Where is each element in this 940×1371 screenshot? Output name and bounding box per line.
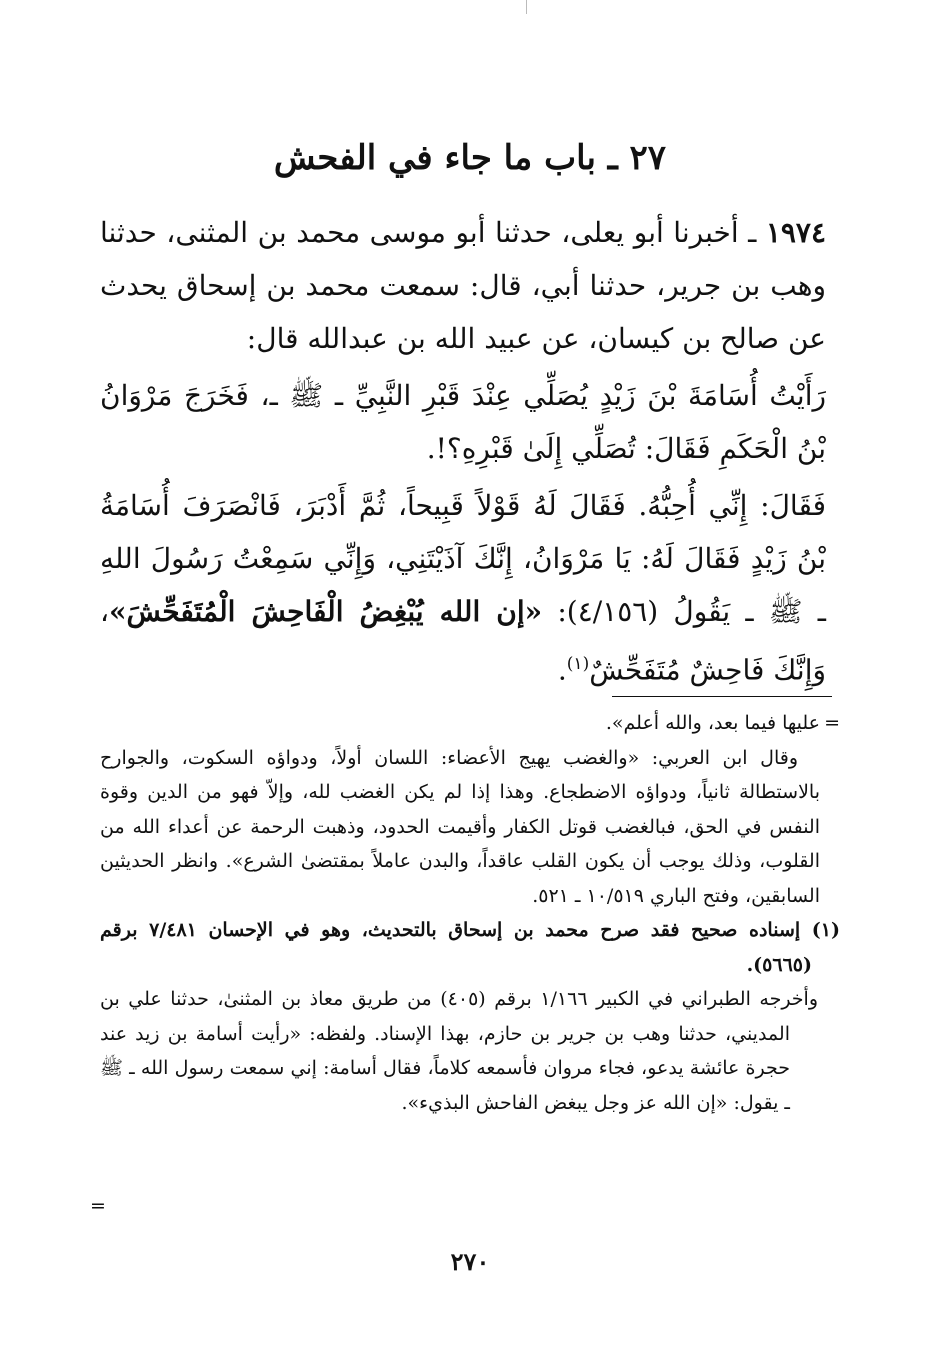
hadith-body xyxy=(100,206,826,696)
continuation-mark: = xyxy=(824,712,840,734)
scan-mark xyxy=(526,0,527,14)
footnote-1-more: وأخرجه الطبراني في الكبير ١/١٦٦ برقم (٤٠٥) من طريق معاذ بن المثنىٰ، حدثنا علي بن المديني، حدثنا وهب بن جرير بن حازم، بهذا الإسناد. ولفظه: «رأيت أسامة بن زيد عند حجرة عائشة يدعو، فجاء مروان فأسمعه كلاماً، فقال أسامة: إني سمعت رسول الله ـ ﷺ ـ يقول: «إن الله عز وجل يبغض الفاحش البذيء». xyxy=(100,988,818,1114)
chapter-title: ٢٧ ـ باب ما جاء في الفحش xyxy=(273,138,667,178)
matn-period: . xyxy=(557,653,567,687)
matn-text: فَقَالَ: إِنِّي أُحِبُّهُ. فَقَالَ لَهُ قَوْلاً قَبِيحاً، ثُمَّ أَدْبَرَ، فَانْصَرَفَ أُسَامَةُ بْنُ زَيْدٍ فَقَالَ لَهُ: يَا مَرْوَانُ، إِنَّكَ آذَيْتَنِي، وَإِنِّي سَمِعْتُ رَسُولَ اللهِ ـ ﷺ ـ يَقُولُ (٤/١٥٦): xyxy=(100,489,826,628)
prophetic-quote: «إن الله يُبْغِضُ الْفَاحِشَ الْمُتَفَحِّشَ» xyxy=(109,595,543,628)
continuation-paragraph: وقال ابن العربي: «والغضب يهيج الأعضاء: اللسان أولاً، ودواؤه السكوت، والجوارح بالاستطالة ثانياً، ودواؤه الاضطجاع. وهذا إذا لم يكن الغضب لله، وإلاّ فهو من الدين وقوة النفس في الحق، فبالغضب قوتل الكفار وأقيمت الحدود، وذهبت الرحمة عن أعداء الله من القلوب، وذلك يوجب أن يكون القلب عاقداً، والبدن عاملاً بمقتضىٰ الشرع». وانظر الحديثين السابقين، وفتح الباري ١٠/٥١٩ ـ ٥٢١. xyxy=(100,746,820,907)
continuation-line: عليها فيما بعد، والله أعلم». xyxy=(605,712,820,734)
footnote-ref[interactable]: (١) xyxy=(566,654,590,674)
matn-ending: ، وَإِنَّكَ فَاحِشٌ مُتَفَحِّشٌ xyxy=(100,595,826,687)
next-page-mark: = xyxy=(90,1195,106,1217)
footnote-1-text xyxy=(100,913,840,982)
isnad-text: ـ أخبرنا أبو يعلى، حدثنا أبو موسى محمد بن المثنى، حدثنا وهب بن جرير، حدثنا أبي، قال: سمعت محمد بن إسحاق يحدث عن صالح بن كيسان، عن عبيد الله بن عبدالله قال: xyxy=(100,216,826,355)
footnote-1 xyxy=(100,913,840,1120)
hadith-number: ١٩٧٤ xyxy=(765,216,826,249)
footnotes xyxy=(100,706,840,1120)
hadith-matn-1: رَأَيْتُ أُسَامَةَ بْنَ زَيْدٍ يُصَلِّي عِنْدَ قَبْرِ النَّبِيِّ ـ ﷺ ـ، فَخَرَجَ مَرْوَانُ بْنُ الْحَكَمِ فَقَالَ: تُصَلِّي إِلَىٰ قَبْرِهِ؟!. xyxy=(100,379,826,465)
page-number: ٢٧٠ xyxy=(450,1247,490,1276)
hadith-matn-2 xyxy=(100,479,826,696)
footnote-separator xyxy=(612,696,832,697)
footnote-1-body: إسناده صحيح فقد صرح محمد بن إسحاق بالتحديث، وهو في الإحسان ٧/٤٨١ برقم (٥٦٦٥). xyxy=(100,919,812,976)
hadith-isnad xyxy=(100,206,826,365)
footnote-continuation xyxy=(100,706,840,913)
footnote-1-marker: (١) xyxy=(811,919,840,941)
